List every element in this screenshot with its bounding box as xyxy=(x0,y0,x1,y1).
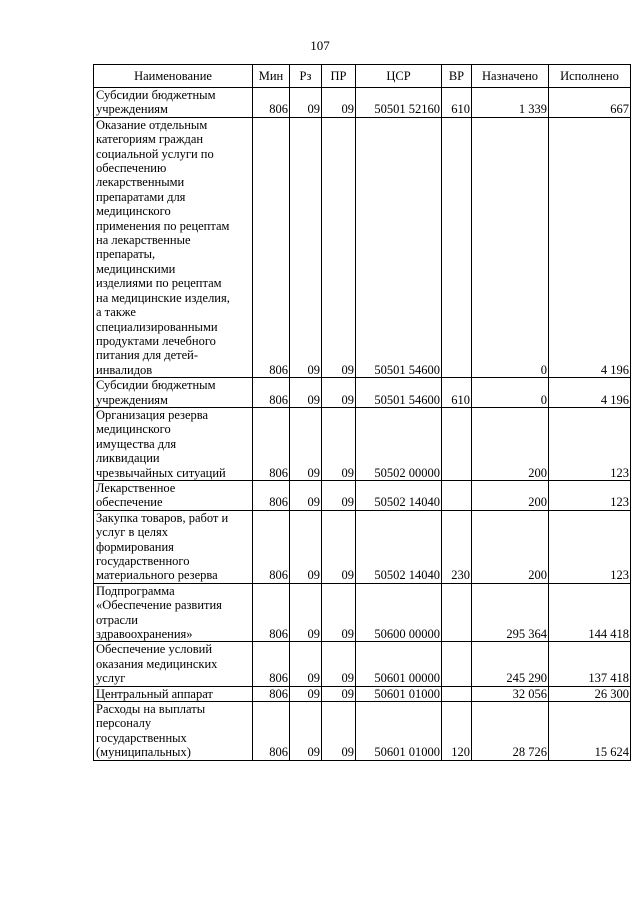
cell-pr: 09 xyxy=(322,480,356,510)
cell-vr xyxy=(442,407,472,480)
cell-rz: 09 xyxy=(290,510,322,583)
cell-name: Субсидии бюджетным учреждениям xyxy=(94,378,253,408)
page-number: 107 xyxy=(310,38,330,53)
table-row xyxy=(94,702,631,761)
table-row xyxy=(94,117,631,377)
cell-pr: 09 xyxy=(322,88,356,118)
cell-assigned: 245 290 xyxy=(472,642,549,686)
cell-vr: 120 xyxy=(442,702,472,761)
cell-rz: 09 xyxy=(290,480,322,510)
col-header-csr: ЦСР xyxy=(356,65,442,88)
cell-name: Оказание отдельным категориям граждан социальной услуги по обеспечению лекарственными препаратами для медицинского применения по рецептам на лекарственные препараты, медицинскими изделиями по рецептам на медицинские изделия, а также специализированными продуктами лечебного питания для детей- инвалидов xyxy=(94,117,253,377)
cell-min: 806 xyxy=(253,117,290,377)
cell-executed: 26 300 xyxy=(549,686,631,701)
cell-min: 806 xyxy=(253,702,290,761)
cell-vr xyxy=(442,642,472,686)
cell-min: 806 xyxy=(253,480,290,510)
table-row xyxy=(94,686,631,701)
cell-name: Центральный аппарат xyxy=(94,686,253,701)
cell-vr xyxy=(442,686,472,701)
cell-min: 806 xyxy=(253,686,290,701)
col-header-rz: Рз xyxy=(290,65,322,88)
cell-name: Субсидии бюджетным учреждениям xyxy=(94,88,253,118)
col-header-executed: Исполнено xyxy=(549,65,631,88)
cell-name: Обеспечение условий оказания медицинских услуг xyxy=(94,642,253,686)
cell-pr: 09 xyxy=(322,117,356,377)
cell-min: 806 xyxy=(253,407,290,480)
cell-assigned: 32 056 xyxy=(472,686,549,701)
cell-csr: 50502 14040 xyxy=(356,480,442,510)
cell-executed: 137 418 xyxy=(549,642,631,686)
cell-assigned: 200 xyxy=(472,510,549,583)
cell-rz: 09 xyxy=(290,686,322,701)
cell-vr xyxy=(442,480,472,510)
cell-executed: 4 196 xyxy=(549,117,631,377)
cell-executed: 144 418 xyxy=(549,583,631,642)
table-row xyxy=(94,642,631,686)
cell-csr: 50501 52160 xyxy=(356,88,442,118)
table-row xyxy=(94,378,631,408)
cell-csr: 50600 00000 xyxy=(356,583,442,642)
table-row xyxy=(94,480,631,510)
col-header-name: Наименование xyxy=(94,65,253,88)
cell-min: 806 xyxy=(253,510,290,583)
cell-csr: 50502 14040 xyxy=(356,510,442,583)
cell-name: Подпрограмма «Обеспечение развития отрасли здравоохранения» xyxy=(94,583,253,642)
table-header-row xyxy=(94,65,631,88)
cell-name: Закупка товаров, работ и услуг в целях формирования государственного материального резерва xyxy=(94,510,253,583)
cell-rz: 09 xyxy=(290,642,322,686)
cell-rz: 09 xyxy=(290,702,322,761)
cell-csr: 50501 54600 xyxy=(356,117,442,377)
cell-executed: 123 xyxy=(549,510,631,583)
cell-vr: 610 xyxy=(442,378,472,408)
table-row xyxy=(94,583,631,642)
cell-assigned: 200 xyxy=(472,407,549,480)
cell-rz: 09 xyxy=(290,88,322,118)
col-header-assigned: Назначено xyxy=(472,65,549,88)
cell-rz: 09 xyxy=(290,378,322,408)
cell-assigned: 0 xyxy=(472,117,549,377)
cell-pr: 09 xyxy=(322,407,356,480)
cell-pr: 09 xyxy=(322,686,356,701)
cell-executed: 667 xyxy=(549,88,631,118)
cell-rz: 09 xyxy=(290,583,322,642)
cell-rz: 09 xyxy=(290,407,322,480)
cell-executed: 123 xyxy=(549,480,631,510)
cell-pr: 09 xyxy=(322,702,356,761)
cell-min: 806 xyxy=(253,642,290,686)
cell-executed: 123 xyxy=(549,407,631,480)
cell-csr: 50502 00000 xyxy=(356,407,442,480)
table-row xyxy=(94,510,631,583)
cell-assigned: 28 726 xyxy=(472,702,549,761)
cell-assigned: 295 364 xyxy=(472,583,549,642)
cell-vr: 230 xyxy=(442,510,472,583)
cell-assigned: 0 xyxy=(472,378,549,408)
cell-vr xyxy=(442,583,472,642)
cell-vr: 610 xyxy=(442,88,472,118)
cell-min: 806 xyxy=(253,88,290,118)
cell-assigned: 200 xyxy=(472,480,549,510)
col-header-vr: ВР xyxy=(442,65,472,88)
cell-name: Расходы на выплаты персоналу государственных (муниципальных) xyxy=(94,702,253,761)
cell-name: Организация резерва медицинского имущества для ликвидации чрезвычайных ситуаций xyxy=(94,407,253,480)
table-row xyxy=(94,88,631,118)
cell-min: 806 xyxy=(253,378,290,408)
cell-min: 806 xyxy=(253,583,290,642)
col-header-min: Мин xyxy=(253,65,290,88)
cell-name: Лекарственное обеспечение xyxy=(94,480,253,510)
cell-executed: 4 196 xyxy=(549,378,631,408)
cell-pr: 09 xyxy=(322,583,356,642)
cell-csr: 50601 01000 xyxy=(356,686,442,701)
col-header-pr: ПР xyxy=(322,65,356,88)
cell-csr: 50601 01000 xyxy=(356,702,442,761)
cell-rz: 09 xyxy=(290,117,322,377)
cell-vr xyxy=(442,117,472,377)
cell-csr: 50601 00000 xyxy=(356,642,442,686)
budget-table xyxy=(93,64,631,761)
cell-pr: 09 xyxy=(322,510,356,583)
cell-executed: 15 624 xyxy=(549,702,631,761)
cell-assigned: 1 339 xyxy=(472,88,549,118)
cell-csr: 50501 54600 xyxy=(356,378,442,408)
cell-pr: 09 xyxy=(322,378,356,408)
cell-pr: 09 xyxy=(322,642,356,686)
table-row xyxy=(94,407,631,480)
